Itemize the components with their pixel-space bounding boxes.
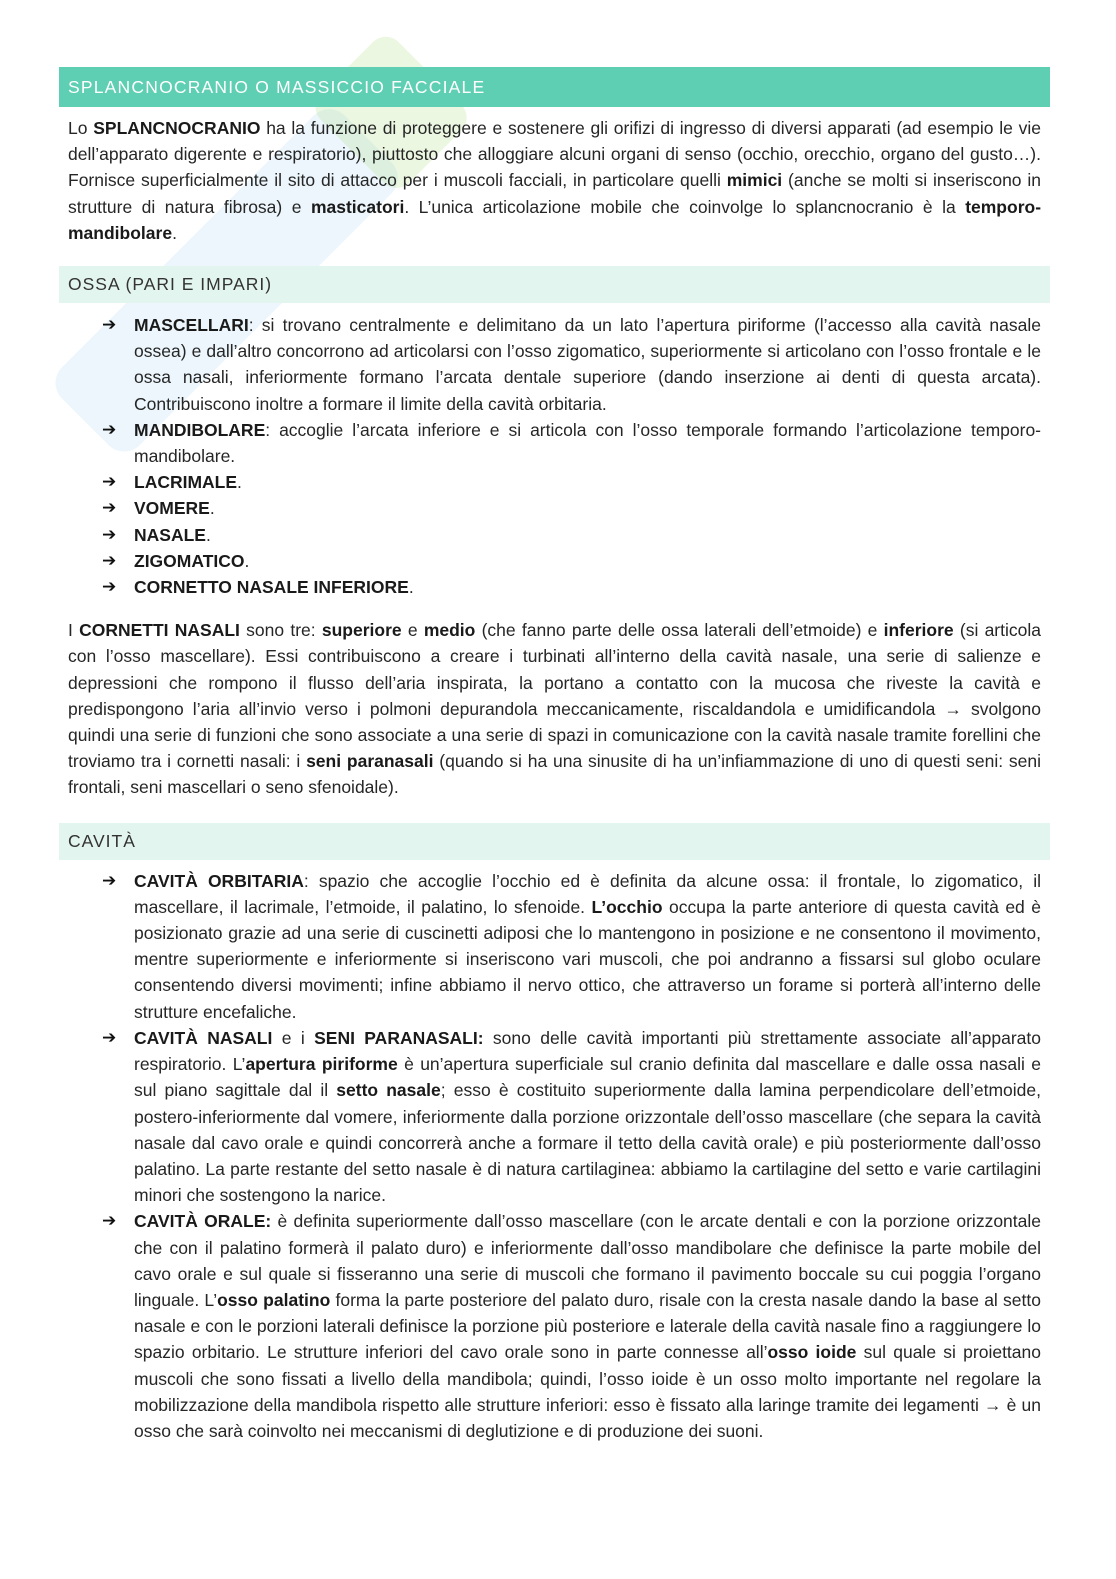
bold-term: L’occhio xyxy=(591,896,663,917)
arrow-right-icon xyxy=(102,574,124,600)
arrow-right-icon xyxy=(102,522,124,548)
text-run: . L’unica articolazione mobile che coinvolge lo splancnocranio è la xyxy=(404,196,966,217)
bold-term: VOMERE xyxy=(134,498,210,519)
list-item-text xyxy=(134,420,1041,466)
cavities-list xyxy=(59,868,1050,1444)
arrow-right-icon xyxy=(102,1025,124,1051)
text-run: Lo xyxy=(68,118,94,138)
bold-term: osso ioide xyxy=(767,1342,857,1363)
subheading-ossa: OSSA (PARI E IMPARI) xyxy=(68,274,273,295)
bold-term: masticatori xyxy=(310,196,405,217)
list-item-text xyxy=(134,1211,1041,1441)
text-run: sono delle cavità importanti più strettamente associate all’apparato respiratorio. L’ xyxy=(134,1027,1042,1075)
text-run: . xyxy=(209,498,215,519)
list-item-text xyxy=(134,871,1041,1022)
list-item xyxy=(59,495,1050,521)
text-run: . xyxy=(244,550,250,571)
bold-term: CAVITÀ ORALE: xyxy=(134,1211,272,1232)
bold-term: CORNETTI NASALI xyxy=(79,620,240,641)
bold-term: mimici xyxy=(726,170,783,191)
nasal-conchae-paragraph xyxy=(68,617,1041,800)
bold-term: seni paranasali xyxy=(306,751,434,772)
text-run: ; esso è costituito superiormente dalla lamina perpendicolare dell’etmoide, postero-inferiormente dal vomere, inferiormente dalla porzione orizzontale dell’osso mascellare (che separa la cavità nasale dal cavo orale e quindi concorrerà anche a formare il tetto della cavità orale) e più posteriormente dall’osso palatino. La parte restante del setto nasale è di natura cartilaginea: abbiamo la cartilagine del setto e varie cartilagini minori che sostengono la narice. xyxy=(134,1080,1042,1206)
text-run: e xyxy=(401,620,424,641)
intro-paragraph xyxy=(68,115,1041,246)
subheading-bar-cavita xyxy=(59,823,1050,860)
text-run: (anche se molti si inseriscono in strutture di natura fibrosa) e xyxy=(68,170,1042,217)
bold-term: MANDIBOLARE xyxy=(134,419,266,440)
list-item-text xyxy=(134,315,1041,414)
list-item-text xyxy=(134,1028,1041,1205)
document-content xyxy=(59,67,1050,1444)
arrow-right-icon xyxy=(102,417,124,443)
text-run: e i xyxy=(272,1027,315,1048)
list-item xyxy=(59,312,1050,417)
bold-term: CAVITÀ NASALI xyxy=(134,1027,273,1048)
text-run: : spazio che accoglie l’occhio ed è definita da alcune ossa: il frontale, lo zigomatico, il mascellare, il lacrimale, l’etmoide, il palatino, lo sfenoide. xyxy=(134,870,1041,917)
text-run: I xyxy=(68,620,80,641)
bold-term: osso palatino xyxy=(217,1289,331,1310)
bold-term: CAVITÀ ORBITARIA xyxy=(134,870,304,891)
list-item xyxy=(59,522,1050,548)
text-run: (quando si ha una sinusite di ha un’infiammazione di uno di questi seni: seni frontali, seni mascellari o seno sfenoidale). xyxy=(68,751,1042,798)
list-item xyxy=(59,868,1050,1025)
text-run: sul quale si proiettano muscoli che sono fissati a livello della mandibola; quindi, l’osso ioide è un osso molto importante nel regolare la mobilizzazione della mandibola rispetto alle strutture inferiori: esso è fissato alla laringe tramite dei legamenti → è un osso che sarà coinvolto nei meccanismi di deglutizione e di produzione dei suoni. xyxy=(134,1342,1041,1441)
arrow-right-icon xyxy=(102,469,124,495)
text-run: sono tre: xyxy=(239,620,322,641)
bold-term: MASCELLARI xyxy=(134,315,249,336)
bold-term: SENI PARANASALI: xyxy=(314,1027,484,1048)
bold-term: CORNETTO NASALE INFERIORE xyxy=(134,577,409,598)
bold-term: superiore xyxy=(321,620,402,641)
bones-list xyxy=(59,312,1050,600)
list-item-text xyxy=(134,472,242,492)
text-run: è un’apertura superficiale sul cranio definita dal mascellare e dalle ossa nasali e sul piano sagittale dal il xyxy=(134,1054,1041,1101)
bold-term: apertura piriforme xyxy=(245,1054,398,1075)
arrow-right-icon xyxy=(102,548,124,574)
bold-term: LACRIMALE xyxy=(134,472,238,493)
list-item xyxy=(59,1208,1050,1444)
text-run: (si articola con l’osso mascellare). Essi contribuiscono a creare i turbinati all’interno della cavità nasale, una serie di salienze e depressioni che rompono il flusso dell’aria inspirata, la portano a contatto con la mucosa che riveste la cavità e predispongono l’aria all’invio verso i polmoni depurandola meccanicamente, riscaldandola e umidificandola → svolgono quindi una serie di funzioni che sono associate a una serie di spazi in comunicazione con la cavità nasale tramite forellini che troviamo tra i cornetti nasali: i xyxy=(68,620,1041,772)
text-run: (che fanno parte delle ossa laterali dell’etmoide) e xyxy=(475,620,884,641)
text-run: . xyxy=(172,222,177,243)
subheading-cavita: CAVITÀ xyxy=(68,830,136,851)
arrow-right-icon xyxy=(102,868,124,894)
list-item-text xyxy=(134,498,215,518)
bold-term: SPLANCNOCRANIO xyxy=(93,118,261,138)
subheading-bar-ossa xyxy=(59,266,1050,303)
list-item-text xyxy=(134,577,414,597)
text-run: . xyxy=(408,577,414,598)
bold-term: setto nasale xyxy=(336,1080,441,1101)
section-title: SPLANCNOCRANIO O MASSICCIO FACCIALE xyxy=(68,77,486,97)
text-run: occupa la parte anteriore di questa cavità ed è posizionato grazie ad una serie di cuscinetti adiposi che lo mantengono in posizione e ne consentono il movimento, mentre superiormente e inferiormente si inseriscono vari muscoli, che poi andranno a fissarsi sul globo oculare consentendo diversi movimenti; infine abbiamo il nervo ottico, che attraverso un forame si porterà all’interno delle strutture encefaliche. xyxy=(134,896,1041,1022)
list-item xyxy=(59,1025,1050,1208)
list-item xyxy=(59,417,1050,469)
arrow-right-icon xyxy=(102,1208,124,1234)
text-run: . xyxy=(237,472,242,493)
bold-term: inferiore xyxy=(883,620,954,641)
list-item-text xyxy=(134,551,249,571)
text-run: forma la parte posteriore del palato duro, risale con la cresta nasale dando la base al setto nasale e con le porzioni laterali definisce la porzione più posteriore e laterale della cavità nasale fino a raggiungere lo spazio orbitario. Le strutture inferiori del cavo orale sono in parte connesse all’ xyxy=(134,1289,1041,1363)
text-run: : si trovano centralmente e delimitano da un lato l’apertura piriforme (l’accesso alla cavità nasale ossea) e dall’altro concorrono ad articolarsi con l’osso zigomatico, superiormente si articolano con l’osso frontale e le ossa nasali, inferiormente formano l’arcata dentale superiore (dando inserzione ai denti di questa arcata). Contribuiscono inoltre a formare il limite della cavità orbitaria. xyxy=(134,315,1041,414)
text-run: è definita superiormente dall’osso mascellare (con le arcate dentali e con la porzione orizzontale che con il palatino formerà il palato duro) e inferiormente dall’osso mandibolare che definisce la parte mobile del cavo orale e sul quale si fisseranno una serie di muscoli che formano il pavimento boccale su cui poggia l’organo linguale. L’ xyxy=(134,1211,1042,1310)
arrow-right-icon xyxy=(102,312,124,338)
list-item xyxy=(59,469,1050,495)
bold-term: medio xyxy=(423,620,476,641)
arrow-right-icon xyxy=(102,495,124,521)
text-run: ha la funzione di proteggere e sostenere gli orifizi di ingresso di diversi apparati (ad esempio le vie dell’apparato digerente e respiratorio), piuttosto che alloggiare alcuni organi di senso (occhio, orecchio, organo del gusto…). Fornisce superficialmente il sito di attacco per i muscoli facciali, in particolare quelli xyxy=(68,118,1042,191)
list-item xyxy=(59,574,1050,600)
list-item-text xyxy=(134,525,211,545)
text-run: . xyxy=(205,524,211,545)
text-run: : accoglie l’arcata inferiore e si articola con l’osso temporale formando l’articolazione temporo-mandibolare. xyxy=(134,419,1041,467)
bold-term: ZIGOMATICO xyxy=(134,550,245,571)
section-title-bar xyxy=(59,67,1050,107)
list-item xyxy=(59,548,1050,574)
bold-term: temporo-mandibolare xyxy=(68,196,1042,243)
bold-term: NASALE xyxy=(134,524,206,545)
